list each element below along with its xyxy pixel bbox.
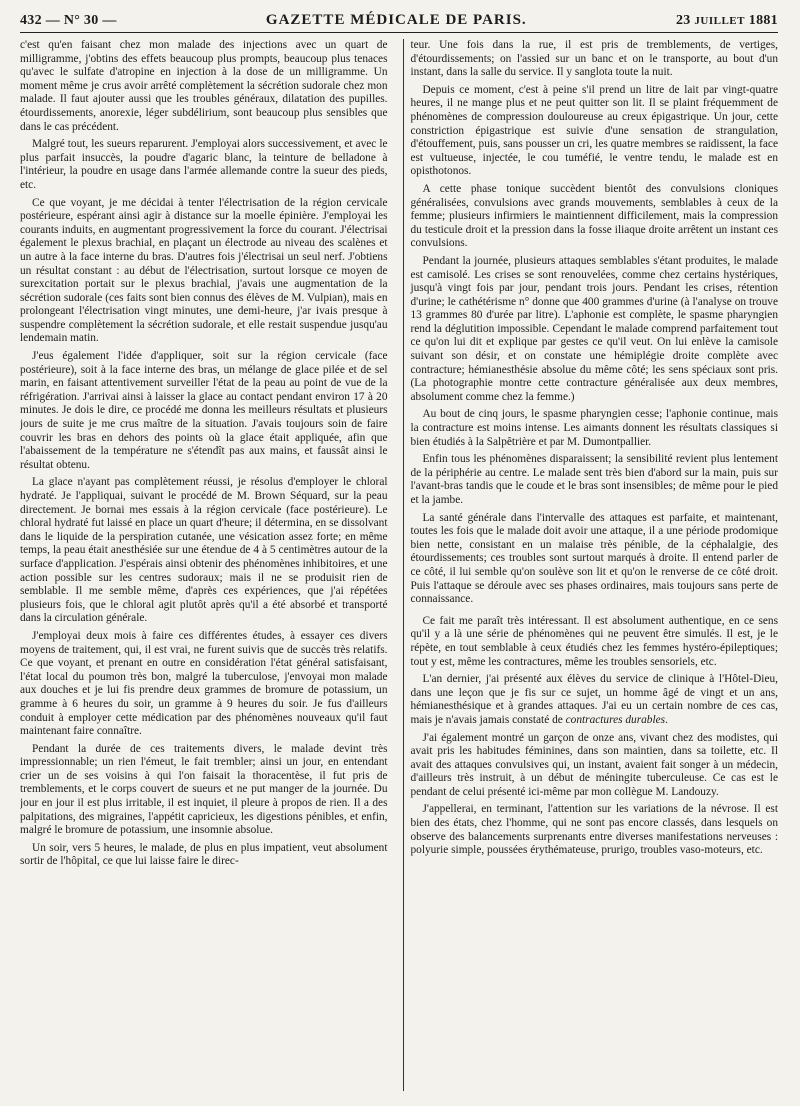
- paragraph-end: .: [665, 713, 668, 726]
- journal-title: GAZETTE MÉDICALE DE PARIS.: [265, 12, 527, 28]
- page-number-issue: [20, 13, 117, 29]
- paragraph: Malgré tout, les sueurs reparurent. J'employai alors successivement, et avec le plus parfait insuccès, la poudre d'agaric blanc, la teinture de belladone à l'intérieur, la poudre en usage dans l'armée allemande contre la sueur des pieds, etc.: [20, 138, 388, 191]
- paragraph: Pendant la journée, plusieurs attaques semblables s'étant produites, le malade est camisolé. Les crises se sont renouvelées, comme chez certains hystériques, jusqu'à vingt fois par jour, pendant trois jours. Pendant les crises, rétention d'urine; le cathétérisme n° donne que 400 grammes d'urine (à l'analyse on trouve 13 grammes 80 d'urée par litre). L'aphonie est complète, le spasme pharyngien rend la déglutition impossible. Cependant le malade comprend parfaitement tout ce qu'on lui dit et explique par gestes ce qu'il veut. On lui enlève la camisole suivant son désir, et on constate une hémiplégie droite complète avec contracture; hémianesthésie absolue du même côté; les sens spéciaux sont pris. (La photographie montre cette contracture généralisée aux deux membres, absolument comme chez la femme.): [410, 254, 778, 403]
- issue-date: [676, 13, 778, 29]
- paragraph: J'eus également l'idée d'appliquer, soit sur la région cervicale (face postérieure), soit à la face interne des bras, un mélange de glace pilée et de sel marin, en faisant attentivement surveiller l'état de la peau au point de vue de la réfrigération. J'arrivai ainsi à laisser la glace au contact pendant environ 17 à 20 minutes. Je dois le dire, ce procédé me donna les meilleurs résultats et plusieurs jours de suite je me crus maître de la situation. J'avais toujours soin de faire couvrir les bras en dehors des points où la glace était appliquée, afin que l'abaissement de la température ne s'étendît pas aux mains, et faussât ainsi le résultat obtenu.: [20, 350, 388, 471]
- paragraph-text: L'an dernier, j'ai présenté aux élèves du service de clinique à l'Hôtel-Dieu, dans une leçon que je fis sur ce sujet, un homme âgé de vingt et un ans, hémianesthésique et à grandes attaques. J'ai eu un certain nombre de ces cas, mais je n'avais jamais constaté de: [410, 673, 778, 726]
- paragraph: Depuis ce moment, c'est à peine s'il prend un litre de lait par vingt-quatre heures, il ne mange plus et ne peut quitter son lit. Il se plaint fréquemment de phénomènes de compression douloureuse au creux épigastrique. Un jour, cette constriction épigastrique est suivie d'une sensation de strangulation, d'étouffement, puis, sans pousser un cri, les quatre membres se raidissent, la face est vultueuse, injectée, le cou tuméfié, le ventre tendu, le malade est en opisthotonos.: [410, 83, 778, 178]
- column-divider: [403, 39, 404, 1091]
- page-number: 432: [20, 13, 42, 28]
- text-columns: [20, 39, 778, 1099]
- right-column: [410, 39, 778, 1099]
- paragraph: [410, 673, 778, 727]
- emphasis-text: contractures durables: [565, 713, 666, 726]
- paragraph: Au bout de cinq jours, le spasme pharyngien cesse; l'aphonie continue, mais la contracture est moins intense. Les aimants donnent les résultats classiques si bien étudiés à la Salpêtrière et par M. Dumontpallier.: [410, 408, 778, 448]
- paragraph: c'est qu'en faisant chez mon malade des injections avec un quart de milligramme, j'obtins des effets beaucoup plus prompts, beaucoup plus tenaces qu'avec le sulfate d'atropine en injection à la dose de un milligramme. Un moment même je crus avoir arrêté complètement la sécrétion sudorale chez mon malade. Il faut ajouter aussi que les troubles généraux, dilatation des pupilles. étourdissements, anorexie, léger subdélirium, sont beaucoup plus sensibles que dans le cas précédent.: [20, 39, 388, 133]
- paragraph: Ce que voyant, je me décidai à tenter l'électrisation de la région cervicale postérieure, espérant ainsi agir à distance sur la moelle épinière. J'employai les courants induits, en augmentant progressivement la force du courant. J'électrisai également le plexus brachial, en plaçant un électrode au niveau des scalènes et un autre à la face interne du bras. D'autres fois j'électrisai un seul nerf. J'obtiens un résultat constant : au début de l'électrisation, surtout lorsque ce moyen de surexcitation portait sur le plexus brachial, j'avais une augmentation de la sécrétion sudorale (ces faits sont bien connus des élèves de M. Vulpian), mais en prolongeant l'électrisation vingt minutes, une demi-heure, j'ar ivais presque à suspendre complètement la sécrétion sudorale, et elle restait suspendue jusqu'au lendemain matin.: [20, 196, 388, 345]
- paragraph: J'ai également montré un garçon de onze ans, vivant chez des modistes, qui avait pris les habitudes féminines, dans son maintien, dans sa toilette, etc. Il avait des attaques convulsives qui, un instant, avaient fait songer à un médecin, d'ailleurs très instruit, à un début de méningite tuberculeuse. Ce cas est le pendant de celui présenté ici-même par mon collègue M. Landouzy.: [410, 731, 778, 798]
- paragraph: A cette phase tonique succèdent bientôt des convulsions cloniques généralisées, convulsions avec grands mouvements, semblables à ceux de la femme; plusieurs infirmiers le maintiennent difficilement, mais la compression du testicule droit et la pression dans la fosse iliaque droite arrêtent un instant ces convulsions.: [410, 182, 778, 250]
- paragraph: Enfin tous les phénomènes disparaissent; la sensibilité revient plus lentement de la périphérie au centre. Le malade sent très bien d'abord sur la main, puis sur l'avant-bras tandis que le coude et le bras sont insensibles; de même pour le pied et la jambe.: [410, 453, 778, 506]
- paragraph: J'employai deux mois à faire ces différentes études, à essayer ces divers moyens de traitement, qui, il est vrai, ne furent suivis que de succès très relatifs. Ce que voyant, et prenant en outre en considération l'état général satisfaisant, l'état local du poumon très bon, malgré la tuberculose, j'envoyai mon malade aux douches et je lui fis prendre deux grammes de bromure de potassium, un gramme à 6 heures du soir, un gramme à 9 heures du soir. Je fus d'ailleurs conduit à employer cette médication par des phénomènes nouveaux qu'il faut maintenant faire connaître.: [20, 629, 388, 738]
- date-month: JUILLET: [694, 15, 745, 27]
- paragraph: Ce fait me paraît très intéressant. Il est absolument authentique, en ce sens qu'il y a là une série de phénomènes qui ne peuvent être simulés. Il est, je le répète, en tout semblable à ceux étudiés chez les femmes hystéro-épileptiques; tout y est, même les contractures, même les troubles sensoriels, etc.: [410, 614, 778, 668]
- date-day: 23: [675, 13, 691, 28]
- paragraph: Un soir, vers 5 heures, le malade, de plus en plus impatient, veut absolument sortir de l'hôpital, ce que lui laisse faire le direc-: [20, 841, 388, 868]
- page-header: [20, 12, 778, 33]
- paragraph: La santé générale dans l'intervalle des attaques est parfaite, et maintenant, toutes les fois que le malade doit avoir une attaque, il a une période prodomique bien nette, consistant en un malaise très pénible, de la céphalalgie, des étourdissements; ces troubles sont surtout marqués à droite. Il entend parler de ce côté, il lui semble qu'on soulève son lit et qu'on le renverse de ce côté droit. Puis l'attaque se déroule avec ses phases ordinaires, mais toujours sans perte de connaissance.: [410, 511, 778, 606]
- paragraph: teur. Une fois dans la rue, il est pris de tremblements, de vertiges, d'étourdissements; on l'assied sur un banc et on le transporte, au bout d'un instant, dans la salle du service. Il y sanglota toute la nuit.: [410, 39, 778, 79]
- paragraph: La glace n'ayant pas complètement réussi, je résolus d'employer le chloral hydraté. Je l'appliquai, suivant le procédé de M. Brown Séquard, sur la peau directement. Je bornai mes essais à la région cervicale (face postérieure). Le chloral hydraté fut laissé en place un quart d'heure; il détermina, en se dissolvant dans le liquide de la perspiration cutanée, une vésication assez forte; en même temps, la peau était anesthésiée sur une étendue de 4 à 5 centimètres autour de la surface d'application. J'espérais ainsi obtenir des phénomènes inhibitoires, et une action possible sur les centres sudoraux; mais il ne se produisit rien de semblable. Il me semble même, d'après ces expériences, que j'ai répétées plusieurs fois, que le chloral agit plutôt après qu'il a été absorbé et transporté dans la circulation générale.: [20, 476, 388, 625]
- issue-number: — N° 30 —: [45, 13, 117, 28]
- date-year: 1881: [748, 13, 778, 28]
- paragraph: Pendant la durée de ces traitements divers, le malade devint très impressionnable; un rien l'émeut, le fait trembler; ainsi un jour, en entendant crier un de ses voisins à qui l'on faisait la thoracentèse, il fut pris de tremblements, et le corps couvert de sueurs et ne put manger de la journée. Du jour en jour il est plus irritable, il est inquiet, il pleure à propos de rien. Il a des palpitations, des migraines, l'appétit capricieux, les digestions pénibles, et enfin, malgré le bromure de potassium, une insomnie absolue.: [20, 742, 388, 837]
- left-column: [20, 39, 396, 1099]
- paragraph: J'appellerai, en terminant, l'attention sur les variations de la névrose. Il est bien des états, chez l'homme, qui ne sont pas encore classés, dans lesquels on observe des balancements surprenants entre diverses manifestations nerveuses : polyurie simple, poussées érythémateuse, prurigo, troubles vaso-moteurs, etc.: [410, 803, 778, 857]
